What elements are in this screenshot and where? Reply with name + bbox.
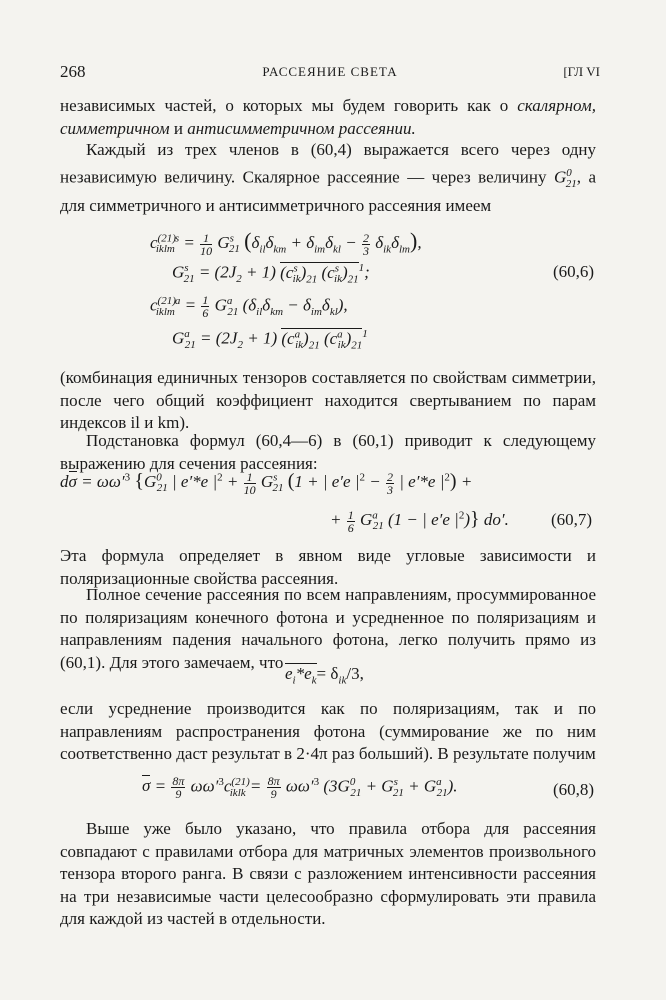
running-title: РАССЕЯНИЕ СВЕТА <box>262 64 398 79</box>
text: , а для симметричного и антисимметричного рассеяния имеем <box>60 167 596 216</box>
equation-cross-section-cont: + $\frac{1}{6}$ $G^a_{21}$ (1 − | e′e $|^2$)} do′. <box>330 507 509 535</box>
equation-c21-s: $c^{(21)}_{iklm}^s$ = $\frac{1}{10}$ $G^s_{21}$ ($\delta_{il}\delta_{km} + \delta_{im}\delta_{kl}$ − $\frac{2}{3}$ $\delta_{ik}\delta_{lm}$), <box>150 228 422 258</box>
paragraph-5: Эта формула определяет в явном виде угловые зависимости и поляризационные свойства рассеяния. <box>60 546 596 588</box>
equation-label-60-6: (60,6) <box>553 262 595 281</box>
text: и <box>169 118 188 138</box>
equation-g21-a: $G^a_{21} = (2J_2 + 1)$ $(c^a_{ik})_{21}$ $(c^a_{ik})_{21}^1$ <box>172 328 368 352</box>
paragraph-3: (комбинация единичных тензоров составляется по свойствам симметрии, после чего общий коэффициент находится свертыванием по парам индексов il и km). <box>60 368 596 432</box>
equation-g21-s: $G^s_{21} = (2J_2 + 1)$ $(c^s_{ik})_{21}$ $(c^s_{ik})_{21}^1$; <box>172 262 370 286</box>
paragraph-7: если усреднение производится как по поляризациям, так и по направлениям распространения фотона (суммирование же по ним соответственно даст результат в 2·4π раз больший). В результате получим <box>60 699 596 763</box>
text-italic: скалярном, симметричном <box>60 96 596 138</box>
paragraph-8: Выше уже было указано, что правила отбора для рассеяния совпадают с правилами отбора для матричных элементов произвольного тензора второго ранга. В связи с разложением интенсивности рассеяния на три независимые части целесообразно сформулировать эти правила для каждой из частей в отдельности. <box>60 819 596 928</box>
text: Каждый из трех членов в (60,4) выражается всего через одну независимую величину. Скалярное рассеяние — через величину <box>60 140 596 187</box>
paragraph-2: Каждый из трех членов в (60,4) выражается всего через одну независимую величину. Скалярное рассеяние — через величину $G^0_{21}$, а для симметричного и антисимметричного рассеяния имеем <box>60 140 596 216</box>
paragraph-4: Подстановка формул (60,4—6) в (60,1) приводит к следующему выражению для сечения рассеяния: <box>60 431 596 473</box>
page-number: 268 <box>60 62 86 81</box>
equation-label-60-7: (60,7) <box>551 510 593 529</box>
equation-average: $e_i*e_k= \delta_{ik}/3$, <box>285 664 364 687</box>
text-italic: антисимметричном рассеянии. <box>187 118 416 138</box>
equation-c21-a: $c^{(21)}_{iklm}^a$ = $\frac{1}{6}$ $G^a_{21}$ $(\delta_{il}\delta_{km} - \delta_{im}\delta_{kl})$, <box>150 293 348 320</box>
text: независимых частей, о которых мы будем говорить как о <box>60 96 518 115</box>
equation-cross-section: $d\sigma = \omega\omega'^3$ {$G^0_{21}$ | e′*e $|^2$ + $\frac{1}{10}$ $G^s_{21}$ (1 + | e′e $|^2$ − $\frac{2}{3}$ | e′*e $|^2$) + <box>60 469 473 497</box>
paragraph-1 <box>60 95 596 140</box>
page-header <box>60 62 600 86</box>
paragraph-6: Полное сечение рассеяния по всем направлениям, просуммированное по поляризациям конечного фотона и усредненное по поляризациям и направлениям падения начального фотона, легко получить прямо из (60,1). Для этого замечаем, что <box>60 585 596 672</box>
eq-rhs: = δ <box>316 664 339 683</box>
equation-total-cross-section: σ = $\frac{8\pi}{9}$ $\omega\omega'^3c^{(21)}_{iklk}$ = $\frac{8\pi}{9}$ $\omega\omega'^3$ $(3G^0_{21} + G^s_{21} + G^a_{21})$. <box>142 774 458 801</box>
eq-tail: /3, <box>346 664 364 683</box>
chapter-marker: [ГЛ VI <box>563 64 600 79</box>
equation-label-60-8: (60,8) <box>553 780 595 799</box>
